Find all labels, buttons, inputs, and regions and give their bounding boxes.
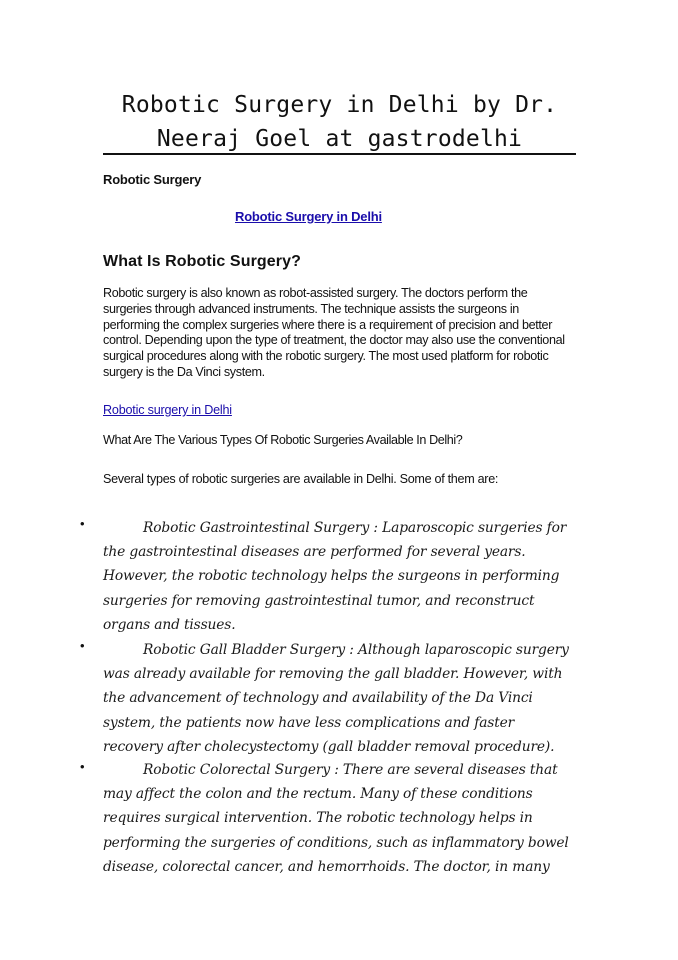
document-title: Robotic Surgery in Delhi by Dr. Neeraj Goel at gastrodelhi: [121, 92, 558, 152]
bullet-marker: •: [80, 516, 85, 531]
list-item-text: Robotic Gall Bladder Surgery : Although laparoscopic surgery was already available for removing the gall bladder. However, with the advancement of technology and availability of the Da Vinci system, the patients now have less complications and faster recovery after cholecystectomy (gall bladder removal procedure).: [103, 642, 569, 755]
bullet-marker: •: [80, 638, 85, 653]
list-item: [103, 516, 573, 637]
section-heading: What Is Robotic Surgery?: [103, 253, 301, 270]
robotic-surgery-inline-link[interactable]: Robotic surgery in Delhi: [103, 403, 232, 417]
section-label: Robotic Surgery: [103, 172, 202, 187]
list-item-text: Robotic Gastrointestinal Surgery : Laparoscopic surgeries for the gastrointestinal diseases are performed for several years. However, the robotic technology helps the surgeons in performing surgeries for removing gastrointestinal tumor, and reconstruct organs and tissues.: [103, 520, 567, 633]
list-item: [103, 638, 573, 759]
intro-paragraph: Robotic surgery is also known as robot-assisted surgery. The doctors perform the surgeries through advanced instruments. The technique assists the surgeons in performing the complex surgeries where there is a requirement of precision and better control. Depending upon the type of treatment, the doctor may also use the conventional surgical procedures along with the robotic surgery. The most used platform for robotic surgery is the Da Vinci system.: [103, 286, 565, 379]
list-item-text: Robotic Colorectal Surgery : There are several diseases that may affect the colon and the rectum. Many of these conditions requires surgical intervention. The robotic technology helps in performing the surgeries of conditions, such as inflammatory bowel disease, colorectal cancer, and hemorrhoids. The doctor, in many: [103, 762, 569, 875]
types-question: What Are The Various Types Of Robotic Surgeries Available In Delhi?: [103, 433, 463, 447]
bullet-marker: •: [80, 759, 85, 774]
types-intro: Several types of robotic surgeries are available in Delhi. Some of them are:: [103, 472, 499, 486]
title-underline: [103, 153, 576, 155]
robotic-surgery-delhi-link[interactable]: Robotic Surgery in Delhi: [235, 209, 382, 224]
list-item: [103, 758, 573, 879]
